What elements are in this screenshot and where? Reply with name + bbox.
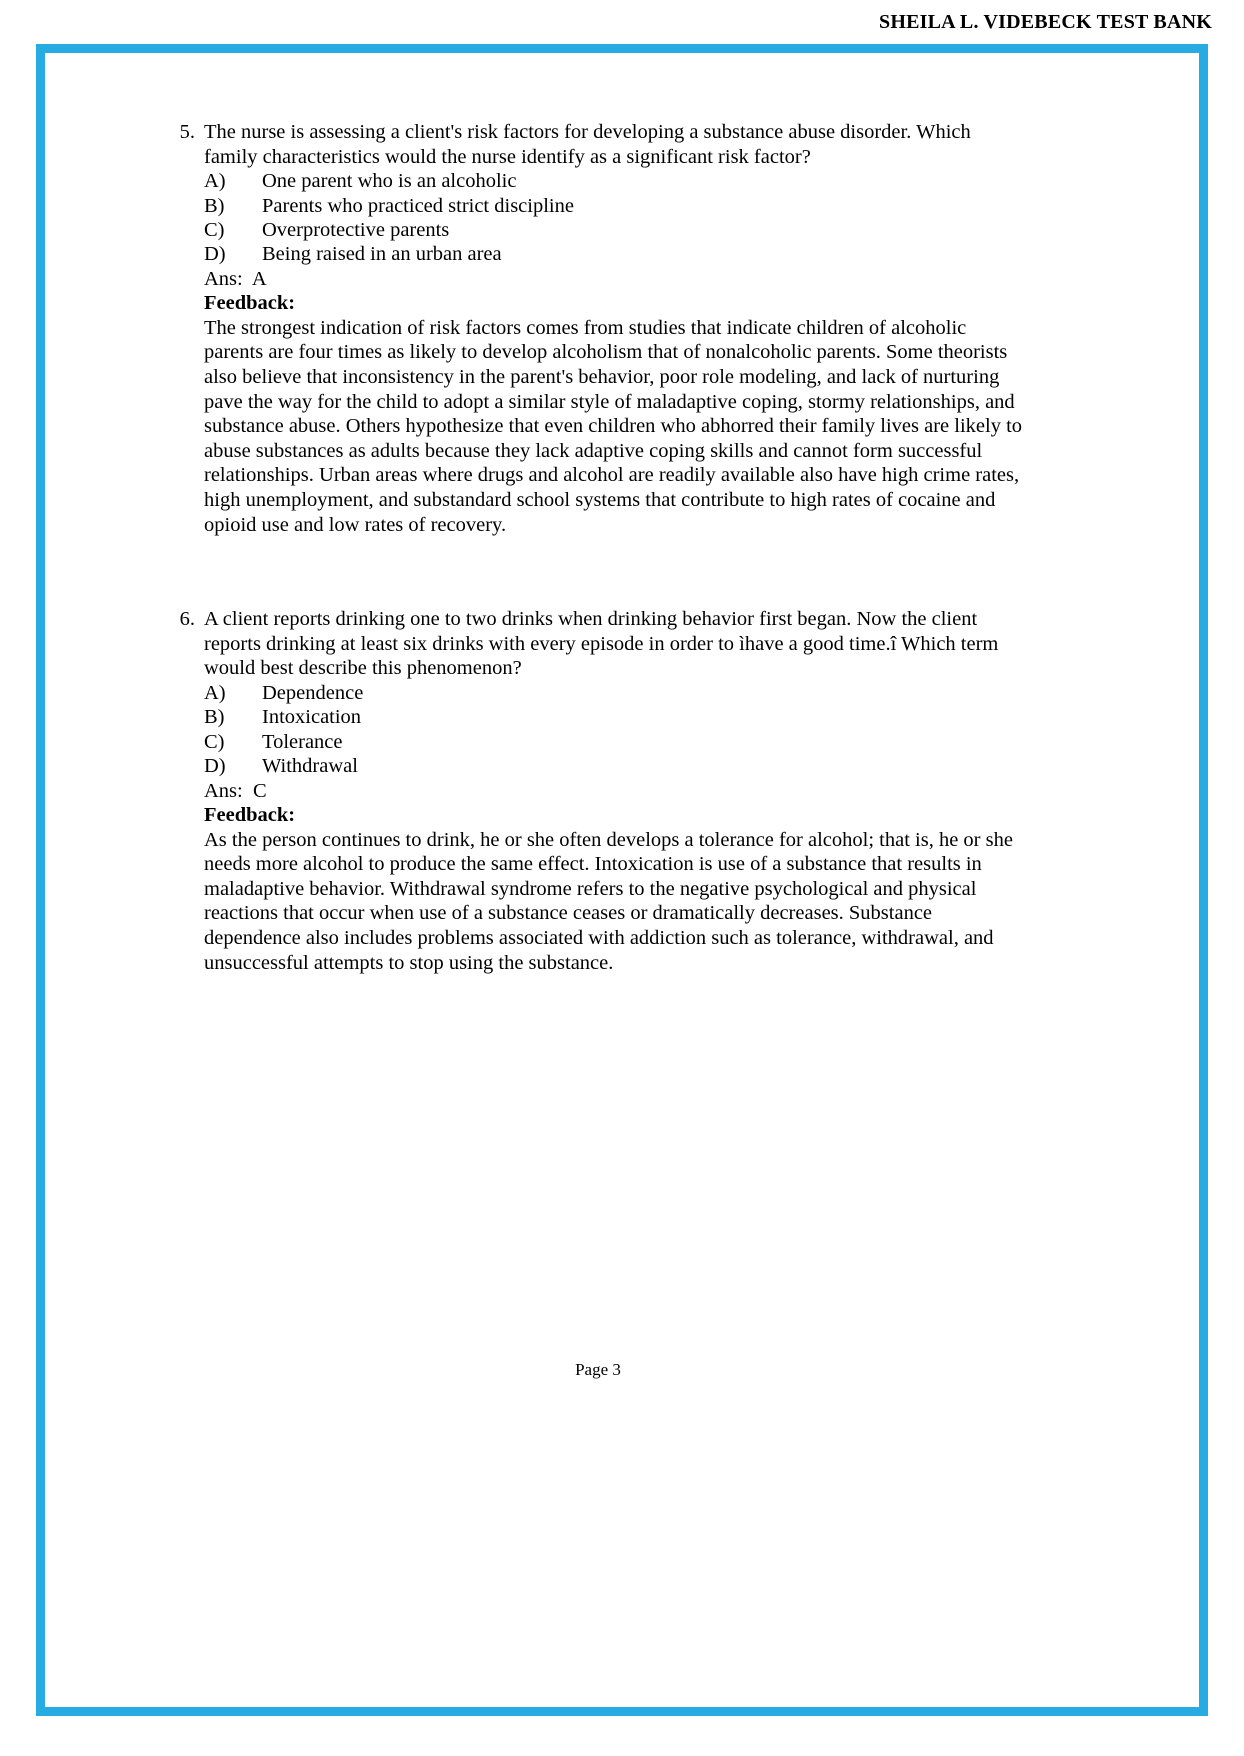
question-6-option-a[interactable] xyxy=(204,681,1028,705)
question-6-feedback-text: As the person continues to drink, he or she often develops a tolerance for alcohol; that is, he or she needs more alcohol to produce the same effect. Intoxication is use of a substance that results in maladaptive behavior. Withdrawal syndrome refers to the negative psychological and physical reactions that occur when use of a substance ceases or dramatically decreases. Substance dependence also includes problems associated with addiction such as tolerance, withdrawal, and unsuccessful attempts to stop using the substance. xyxy=(204,828,1013,974)
question-5-option-b[interactable] xyxy=(204,194,1028,218)
page-footer xyxy=(168,1360,1028,1380)
option-letter: A) xyxy=(204,681,226,704)
option-text: Intoxication xyxy=(262,706,362,729)
option-letter: D) xyxy=(204,243,226,266)
option-text: Dependence xyxy=(262,681,364,704)
header-title: SHEILA L. VIDEBECK TEST BANK xyxy=(879,10,1212,33)
option-text: Parents who practiced strict discipline xyxy=(262,194,574,217)
question-5-answer: Ans: A xyxy=(204,267,267,290)
option-text: Overprotective parents xyxy=(262,219,450,241)
option-text: Withdrawal xyxy=(262,755,358,778)
question-5-stem: The nurse is assessing a client's risk factors for developing a substance abuse disorder. Which family characteristics would the nurse identify as a significant risk factor? xyxy=(204,121,971,168)
option-text: Tolerance xyxy=(262,730,343,753)
question-5-option-a[interactable] xyxy=(204,169,1028,193)
question-6-number: 6. xyxy=(179,608,195,631)
option-letter: A) xyxy=(204,170,226,193)
question-5-stem-row xyxy=(168,120,1028,169)
option-letter: D) xyxy=(204,755,226,778)
document-content xyxy=(168,120,1028,975)
page-number-label: Page 3 xyxy=(575,1360,621,1379)
option-letter: B) xyxy=(204,194,225,217)
question-6-option-d[interactable] xyxy=(204,754,1028,778)
question-5-option-d[interactable] xyxy=(204,242,1028,266)
option-text: Being raised in an urban area xyxy=(262,243,502,266)
question-item-6 xyxy=(168,607,1028,975)
question-6-feedback-label: Feedback: xyxy=(204,803,296,826)
question-5-number: 5. xyxy=(179,121,195,143)
question-6-stem: A client reports drinking one to two drinks when drinking behavior first began. Now the client reports drinking at least six drinks with every episode in order to ìhave a good time.î Which term would best describe this phenomenon? xyxy=(204,608,999,680)
question-6-answer: Ans: C xyxy=(204,779,267,802)
option-letter: B) xyxy=(204,706,225,729)
option-letter: C) xyxy=(204,730,225,753)
question-5-body xyxy=(204,169,1028,537)
question-6-stem-row xyxy=(168,607,1028,681)
option-text: One parent who is an alcoholic xyxy=(262,170,517,193)
question-6-option-b[interactable] xyxy=(204,705,1028,729)
option-letter: C) xyxy=(204,219,225,241)
question-5-feedback-label: Feedback: xyxy=(204,292,296,315)
question-6-body xyxy=(204,681,1028,975)
question-item-5 xyxy=(168,120,1028,537)
question-5-feedback-text: The strongest indication of risk factors comes from studies that indicate children of alcoholic parents are four times as likely to develop alcoholism that of nonalcoholic parents. Some theorists also believe that inconsistency in the parent's behavior, poor role modeling, and lack of nurturing pave the way for the child to adopt a similar style of maladaptive coping, stormy relationships, and substance abuse. Others hypothesize that even children who abhorred their family lives are likely to abuse substances as adults because they lack adaptive coping skills and cannot form successful relationships. Urban areas where drugs and alcohol are readily available also have high crime rates, high unemployment, and substandard school systems that contribute to high rates of cocaine and opioid use and low rates of recovery. xyxy=(204,316,1023,536)
document-header xyxy=(0,0,1244,44)
question-5-option-c[interactable] xyxy=(204,218,1028,242)
question-6-option-c[interactable] xyxy=(204,730,1028,754)
